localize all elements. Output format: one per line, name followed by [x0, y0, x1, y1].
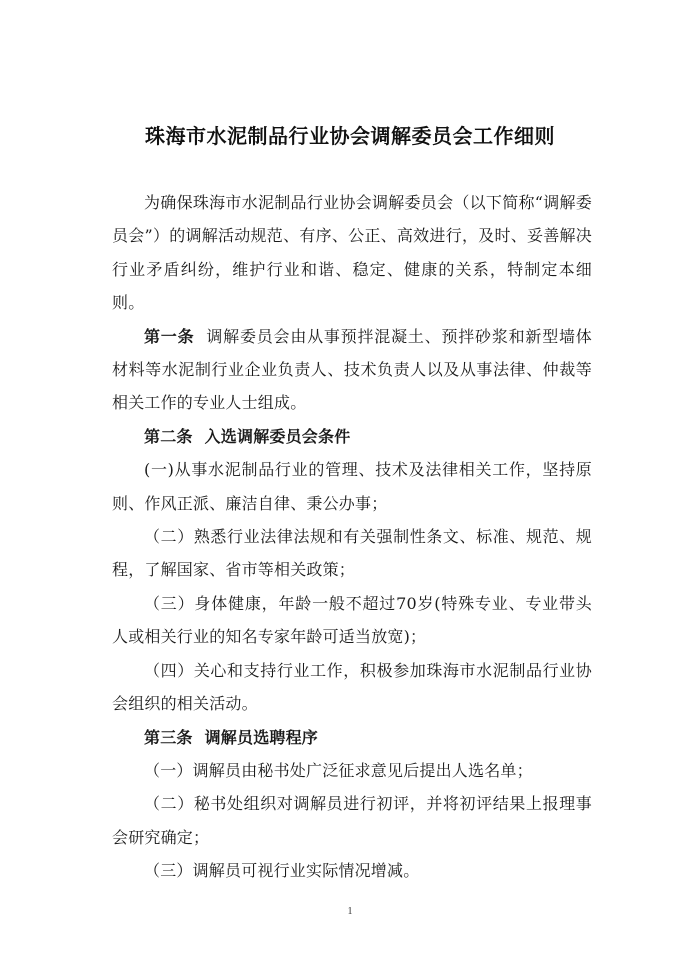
article-2-item-4: （四）关心和支持行业工作，积极参加珠海市水泥制品行业协会组织的相关活动。: [112, 660, 592, 714]
document-title: 珠海市水泥制品行业协会调解委员会工作细则: [145, 124, 555, 148]
article-2-item-1: (一)从事水泥制品行业的管理、技术及法律相关工作，坚持原则、作风正派、廉洁自律、秉公办事；: [112, 460, 592, 513]
article-1-label: 第一条: [144, 326, 195, 346]
article-2-title: 入选调解委员会条件: [204, 426, 351, 446]
article-2-item-3: （三）身体健康，年龄一般不超过70岁(特殊专业、专业带头人或相关行业的知名专家年龄可适当放宽)；: [112, 593, 592, 647]
article-1-text: 调解委员会由从事预拌混凝土、预拌砂浆和新型墙体材料等水泥制行业企业负责人、技术负责人以及从事法律、仲裁等相关工作的专业人士组成。: [112, 326, 592, 413]
article-1-paragraph: [112, 320, 592, 420]
page-number: 1: [347, 906, 353, 917]
article-3-item-3: （三）调解员可视行业实际情况增减。: [144, 861, 420, 881]
article-2-label: 第二条: [144, 426, 193, 446]
article-2-heading: [112, 420, 592, 453]
article-3-item-1: （一）调解员由秘书处广泛征求意见后提出人选名单；: [144, 760, 533, 780]
article-3-title: 调解员选聘程序: [204, 727, 319, 747]
article-2-item-2: （二）熟悉行业法律法规和有关强制性条文、标准、规范、规程，了解国家、省市等相关政策；: [112, 527, 592, 580]
article-3-label: 第三条: [144, 727, 193, 747]
preamble-paragraph: 为确保珠海市水泥制品行业协会调解委员会（以下简称“调解委员会”）的调解活动规范、有序、公正、高效进行，及时、妥善解决行业矛盾纠纷，维护行业和谐、稳定、健康的关系，特制定本细则。: [112, 193, 592, 313]
article-3-item-2: （二）秘书处组织对调解员进行初评，并将初评结果上报理事会研究确定；: [112, 794, 592, 847]
article-3-heading: [112, 721, 592, 754]
document-body: [112, 186, 592, 888]
